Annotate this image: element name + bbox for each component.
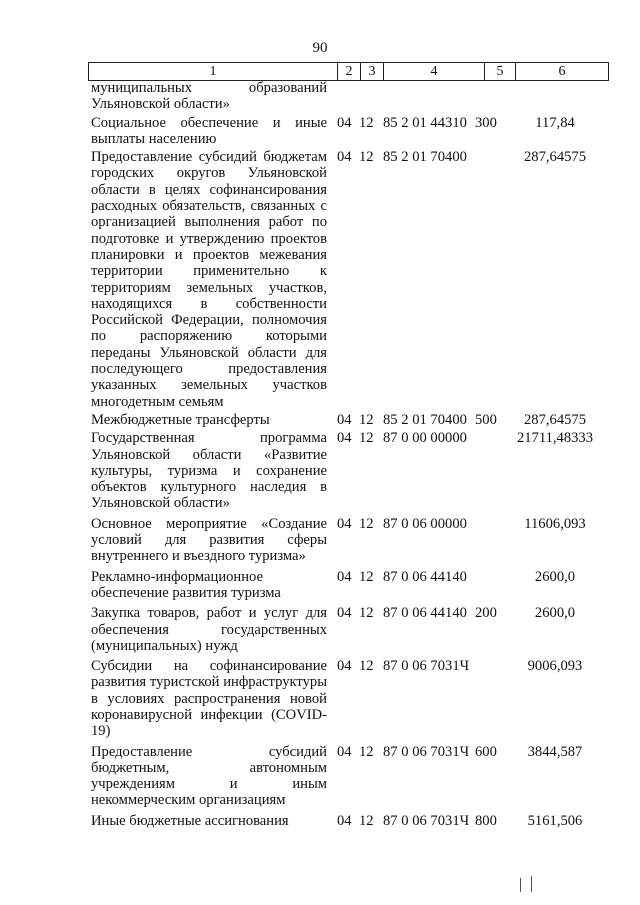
table-row bbox=[0, 605, 640, 654]
scan-mark bbox=[531, 876, 532, 892]
row-target-code: 87 0 06 7031Ч bbox=[383, 812, 470, 829]
table-row bbox=[0, 412, 640, 428]
scan-mark bbox=[520, 878, 521, 892]
row-subsection: 12 bbox=[359, 605, 374, 622]
row-amount: 2600,0 bbox=[534, 568, 576, 585]
row-target-code: 87 0 00 00000 bbox=[383, 430, 467, 447]
row-amount: 117,84 bbox=[535, 114, 575, 131]
row-amount: 21711,48333 bbox=[516, 430, 594, 447]
row-subsection: 12 bbox=[359, 430, 374, 447]
header-col-5: 5 bbox=[485, 63, 516, 81]
row-target-code: 87 0 06 7031Ч bbox=[383, 743, 470, 760]
row-subsection: 12 bbox=[359, 411, 374, 428]
row-target-code: 87 0 06 00000 bbox=[383, 515, 467, 532]
row-target-code: 87 0 06 44140 bbox=[383, 568, 467, 585]
table-row bbox=[0, 80, 640, 113]
header-col-6: 6 bbox=[516, 63, 609, 81]
header-col-3: 3 bbox=[361, 63, 384, 81]
row-amount: 3844,587 bbox=[527, 743, 583, 760]
row-amount: 287,64575 bbox=[523, 149, 587, 166]
row-name: Закупка товаров, работ и услуг для обеспечения государственных (муниципальных) нужд bbox=[91, 605, 327, 654]
row-section: 04 bbox=[337, 743, 352, 760]
row-name: Государственная программа Ульяновской области «Развитие культуры, туризма и сохранение объектов культурного наследия в Ульяновской области» bbox=[91, 430, 327, 512]
row-name: муниципальных образований Ульяновской области» bbox=[91, 80, 327, 113]
row-name: Иные бюджетные ассигнования bbox=[91, 812, 289, 829]
row-expense-type: 300 bbox=[475, 114, 497, 131]
row-subsection: 12 bbox=[359, 743, 374, 760]
page-number: 90 bbox=[312, 40, 328, 56]
row-amount: 9006,093 bbox=[527, 658, 583, 675]
budget-table-body bbox=[0, 80, 640, 831]
header-col-4: 4 bbox=[384, 63, 485, 81]
row-target-code: 87 0 06 44140 bbox=[383, 605, 467, 622]
row-section: 04 bbox=[337, 515, 352, 532]
row-expense-type: 200 bbox=[475, 605, 497, 622]
row-section: 04 bbox=[337, 605, 352, 622]
row-section: 04 bbox=[337, 149, 352, 166]
row-target-code: 85 2 01 44310 bbox=[383, 114, 467, 131]
table-row bbox=[0, 658, 640, 739]
table-row bbox=[0, 569, 640, 602]
column-header-row bbox=[88, 62, 609, 81]
table-row bbox=[0, 430, 640, 511]
row-name: Социальное обеспечение и иные выплаты населению bbox=[91, 114, 327, 147]
row-subsection: 12 bbox=[359, 658, 374, 675]
row-name: Субсидии на софинансирование развития туристской инфраструктуры в условиях распространения новой коронавирусной инфекции (COVID-19) bbox=[91, 658, 327, 740]
row-target-code: 85 2 01 70400 bbox=[383, 149, 467, 166]
row-amount: 11606,093 bbox=[524, 515, 586, 532]
row-section: 04 bbox=[337, 411, 352, 428]
row-target-code: 85 2 01 70400 bbox=[383, 411, 467, 428]
row-subsection: 12 bbox=[359, 812, 374, 829]
row-section: 04 bbox=[337, 430, 352, 447]
header-col-1: 1 bbox=[89, 63, 338, 81]
table-row bbox=[0, 744, 640, 809]
row-amount: 2600,0 bbox=[534, 605, 576, 622]
row-name: Межбюджетные трансферты bbox=[91, 411, 270, 428]
table-row bbox=[0, 149, 640, 410]
row-expense-type: 800 bbox=[475, 812, 497, 829]
row-section: 04 bbox=[337, 568, 352, 585]
row-name: Предоставление субсидий бюджетным, автономным учреждениям и иным некоммерческим организациям bbox=[91, 743, 327, 809]
header-col-2: 2 bbox=[338, 63, 361, 81]
row-name: Рекламно-информационное обеспечение развития туризма bbox=[91, 568, 281, 601]
table-row bbox=[0, 813, 640, 829]
row-section: 04 bbox=[337, 658, 352, 675]
row-section: 04 bbox=[337, 812, 352, 829]
row-expense-type: 500 bbox=[475, 411, 497, 428]
row-amount: 5161,506 bbox=[527, 812, 583, 829]
row-name: Основное мероприятие «Создание условий для развития сферы внутреннего и въездного туризма» bbox=[91, 515, 327, 565]
row-target-code: 87 0 06 7031Ч bbox=[383, 658, 470, 675]
table-row bbox=[0, 516, 640, 565]
table-row bbox=[0, 115, 640, 148]
row-section: 04 bbox=[337, 114, 352, 131]
row-subsection: 12 bbox=[359, 515, 374, 532]
row-expense-type: 600 bbox=[475, 743, 497, 760]
row-subsection: 12 bbox=[359, 149, 374, 166]
row-subsection: 12 bbox=[359, 568, 374, 585]
row-name: Предоставление субсидий бюджетам городских округов Ульяновской области в целях софинансирования расходных обязательств, связанных с организацией выполнения работ по подготовке и утверждению проектов планировки и проектов межевания территории применительно к территориям земельных участков, находящихся в собственности Российской Федерации, полномочия по распоряжению которыми переданы Ульяновской области для последующего предоставления указанных земельных участков многодетным семьям bbox=[91, 149, 327, 410]
row-amount: 287,64575 bbox=[523, 411, 587, 428]
row-subsection: 12 bbox=[359, 114, 374, 131]
